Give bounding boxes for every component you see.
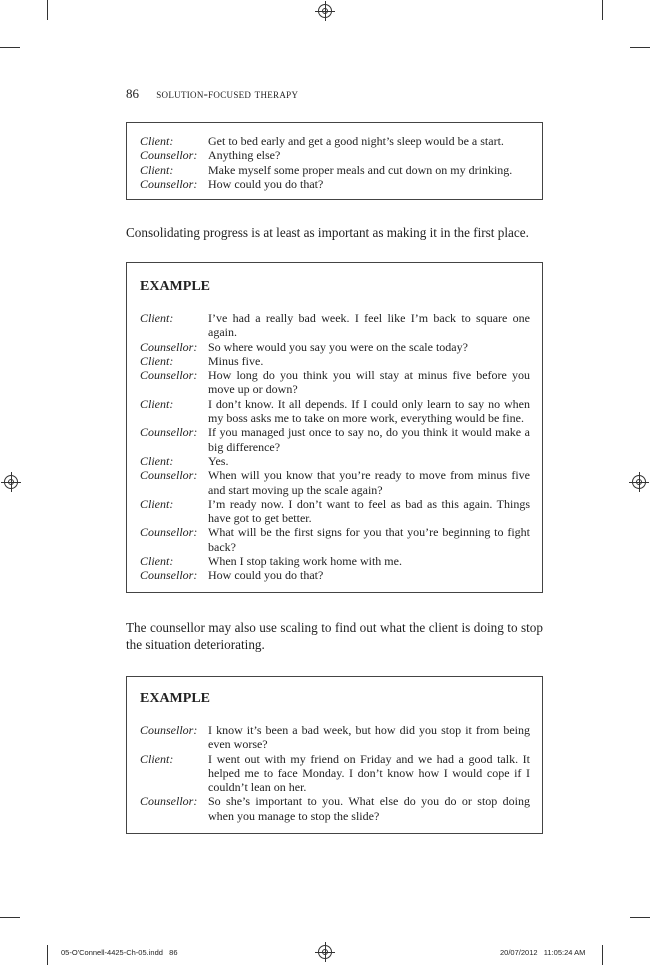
speaker-label: Client: [140, 496, 174, 511]
dialogue-line: Minus five. [208, 353, 264, 368]
example-box-1 [126, 262, 543, 593]
crop-mark [630, 47, 650, 48]
registration-mark-icon [318, 4, 332, 18]
crop-mark [47, 945, 48, 965]
footer-timestamp: 20/07/2012 11:05:24 AM [500, 948, 586, 957]
speaker-label: Client: [140, 396, 174, 411]
dialogue-line: I went out with my friend on Friday and we had a good talk. It helped me to face Monday. I don’t know how I would cope if I couldn’t lean on her. [208, 751, 530, 795]
dialogue-line: Get to bed early and get a good night’s sleep would be a start. [208, 134, 504, 148]
dialogue-line: I know it’s been a bad week, but how did you stop it from being even worse? [208, 723, 530, 752]
crop-mark [0, 47, 20, 48]
registration-mark-icon [4, 475, 18, 489]
body-paragraph: The counsellor may also use scaling to find out what the client is doing to stop the situation deteriorating. [126, 620, 543, 652]
speaker-label: Client: [140, 453, 174, 468]
speaker-label: Counsellor: [140, 525, 198, 540]
dialogue [140, 723, 530, 823]
speaker-label: Counsellor: [140, 176, 198, 191]
dialogue-line: Anything else? [208, 148, 281, 163]
dialogue-line: If you managed just once to say no, do you think it would make a big difference? [208, 425, 530, 454]
dialogue-line: Yes. [208, 453, 229, 468]
dialogue-line: I don’t know. It all depends. If I could only learn to say no when my boss asks me to take on more work, everything would be fine. [208, 396, 530, 426]
dialogue-line: So she’s important to you. What else do you do or stop doing when you manage to stop the slide? [208, 794, 530, 823]
footer-file-name: 05-O'Connell-4425-Ch-05.indd 86 [61, 948, 178, 957]
speaker-label: Client: [140, 311, 174, 325]
dialogue-line: When will you know that you’re ready to move from minus five and start moving up the scale again? [208, 468, 530, 497]
speaker-label: Client: [140, 751, 174, 766]
running-head [126, 86, 298, 102]
speaker-label: Counsellor: [140, 368, 198, 383]
crop-mark [630, 917, 650, 918]
dialogue-line: How long do you think you will stay at minus five before you move up or down? [208, 368, 530, 397]
example-heading: EXAMPLE [140, 279, 210, 294]
example-heading: EXAMPLE [140, 691, 210, 706]
dialogue [140, 134, 530, 191]
dialogue-line: I’ve had a really bad week. I feel like I’m back to square one again. [208, 311, 530, 340]
page-number: 86 [126, 86, 139, 101]
speaker-label: Client: [140, 162, 174, 177]
running-head-title: solution-focused therapy [156, 87, 299, 101]
speaker-label: Counsellor: [140, 794, 198, 809]
dialogue-box-1 [126, 122, 543, 200]
crop-mark [602, 945, 603, 965]
dialogue-line: What will be the first signs for you that you’re beginning to fight back? [208, 525, 530, 554]
body-paragraph: Consolidating progress is at least as important as making it in the first place. [126, 225, 529, 240]
example-box-2 [126, 676, 543, 834]
speaker-label: Counsellor: [140, 425, 198, 440]
dialogue-line: How could you do that? [208, 568, 324, 583]
speaker-label: Counsellor: [140, 339, 198, 354]
speaker-label: Counsellor: [140, 568, 198, 583]
speaker-label: Counsellor: [140, 723, 198, 737]
speaker-label: Counsellor: [140, 148, 198, 163]
crop-mark [47, 0, 48, 20]
speaker-label: Client: [140, 134, 174, 148]
dialogue-line: So where would you say you were on the scale today? [208, 339, 468, 354]
dialogue [140, 311, 530, 583]
dialogue-line: Make myself some proper meals and cut down on my drinking. [208, 162, 513, 177]
dialogue-line: I’m ready now. I don’t want to feel as bad as this again. Things have got to get better. [208, 496, 530, 526]
registration-mark-icon [632, 475, 646, 489]
dialogue-line: When I stop taking work home with me. [208, 554, 402, 569]
speaker-label: Client: [140, 353, 174, 368]
speaker-label: Counsellor: [140, 468, 198, 483]
crop-mark [602, 0, 603, 20]
registration-mark-icon [318, 945, 332, 959]
crop-mark [0, 917, 20, 918]
dialogue-line: How could you do that? [208, 176, 324, 191]
speaker-label: Client: [140, 554, 174, 569]
